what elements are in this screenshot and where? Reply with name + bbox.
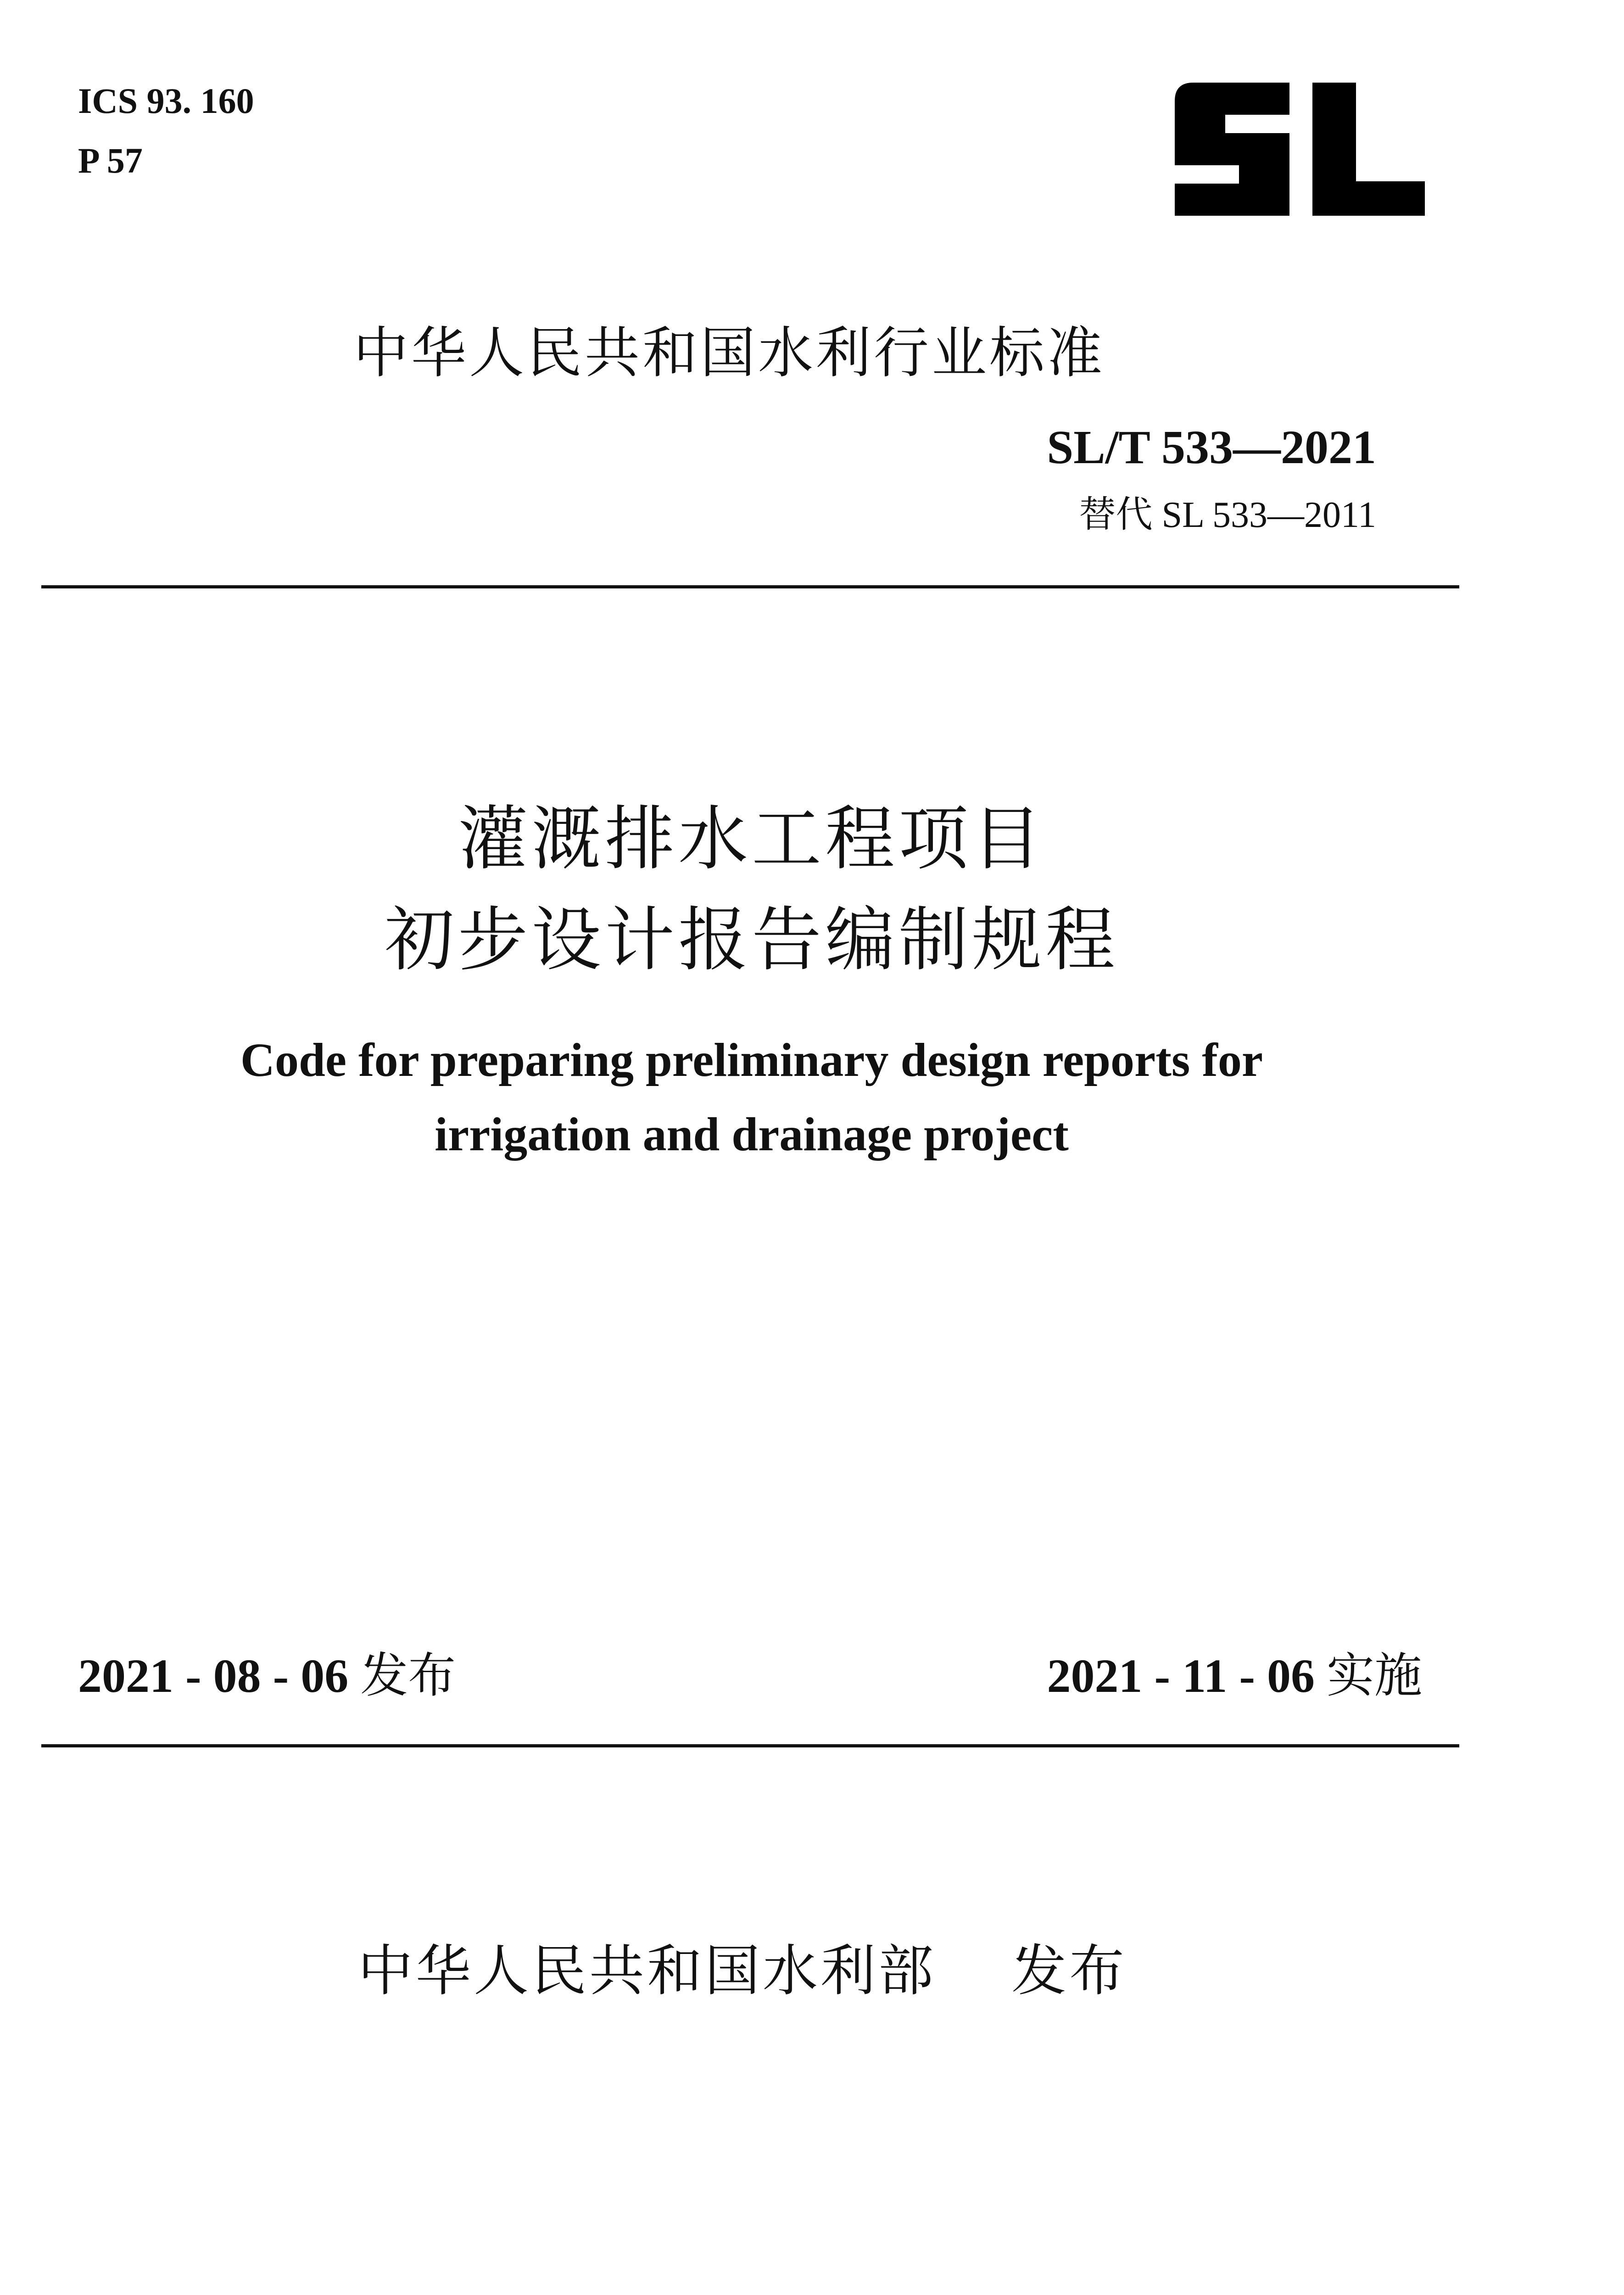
release-date-block (78, 1648, 456, 1704)
title-en-line1: Code for preparing preliminary design reports for (240, 1034, 1263, 1086)
issuer-name: 中华人民共和国水利部 (358, 1939, 936, 2003)
title-zh-line1: 灌溉排水工程项目 (458, 798, 1045, 879)
ics-code: ICS 93. 160 (78, 81, 254, 121)
release-label: 发布 (360, 1647, 456, 1703)
title-zh-line2: 初步设计报告编制规程 (385, 899, 1119, 980)
implement-date-block (1047, 1648, 1422, 1704)
issuer-action: 发布 (1011, 1939, 1127, 2003)
release-date: 2021 - 08 - 06 (78, 1650, 349, 1702)
replaces-standard: 替代 SL 533—2011 (1079, 495, 1376, 535)
issuer-line (358, 1939, 1127, 2004)
standard-number: SL/T 533—2021 (1047, 421, 1376, 474)
bottom-divider (41, 1744, 1459, 1747)
top-divider (41, 585, 1459, 588)
sl-logo (1175, 83, 1432, 216)
title-en-line2: irrigation and drainage project (435, 1108, 1069, 1161)
implement-date: 2021 - 11 - 06 (1047, 1650, 1315, 1702)
sl-logo-mark (1175, 83, 1432, 216)
implement-label: 实施 (1326, 1647, 1422, 1703)
standard-category: 中华人民共和国水利行业标准 (353, 321, 1105, 385)
ccs-code: P 57 (78, 140, 143, 180)
